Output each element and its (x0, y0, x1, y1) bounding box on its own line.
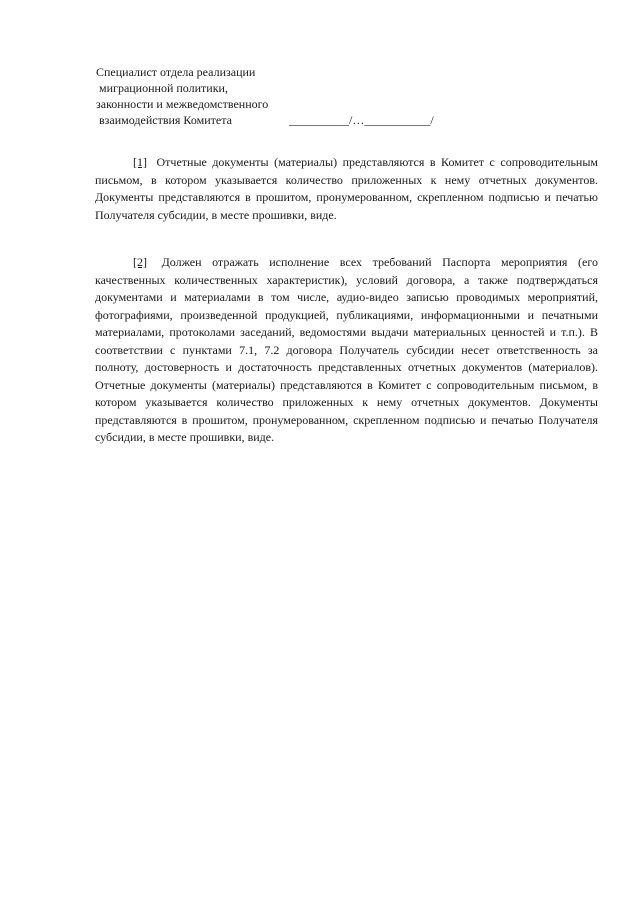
signature-title-line-4: взаимодействия Комитета (99, 113, 232, 127)
signature-title-line-1: Специалист отдела реализации (96, 65, 256, 79)
signature-title-line-3: законности и межведомственного (96, 97, 269, 111)
footnote-2-link[interactable]: [2] (133, 255, 147, 269)
footnote-2-text: Должен отражать исполнение всех требований Паспорта мероприятия (его качественных количественных характеристик), условий договора, а также подтверждаться документами и материалами в том числе, аудио-видео записью проводимых мероприятий, фотографиями, произведенной продукцией, публикациями, информационными и печатными материалами, протоколами заседаний, ведомостями выдачи материальных ценностей и т.п.). В соответствии с пунктами 7.1, 7.2 договора Получатель субсидии несет ответственность за полноту, достоверность и достаточность представленных отчетных документов (материалов). Отчетные документы (материалы) представляются в Комитет с сопроводительным письмом, в котором указывается количество приложенных к нему отчетных документов. Документы представляются в прошитом, пронумерованном, скрепленном подписью и печатью Получателя субсидии, в месте прошивки, виде. (95, 255, 598, 444)
signature-title-line-2: миграционной политики, (99, 81, 228, 95)
signature-row (96, 112, 516, 128)
footnote-1 (95, 154, 598, 224)
signature-fields: __________/…___________/ (289, 113, 434, 127)
footnote-1-text: Отчетные документы (материалы) представляются в Комитет с сопроводительным письмом, в котором указывается количество приложенных к нему отчетных документов. Документы представляются в прошитом, пронумерованном, скрепленном подписью и печатью Получателя субсидии, в месте прошивки, виде. (95, 155, 598, 222)
signature-block (96, 64, 516, 128)
footnote-2 (95, 254, 598, 447)
footnote-1-link[interactable]: [1] (133, 155, 147, 169)
